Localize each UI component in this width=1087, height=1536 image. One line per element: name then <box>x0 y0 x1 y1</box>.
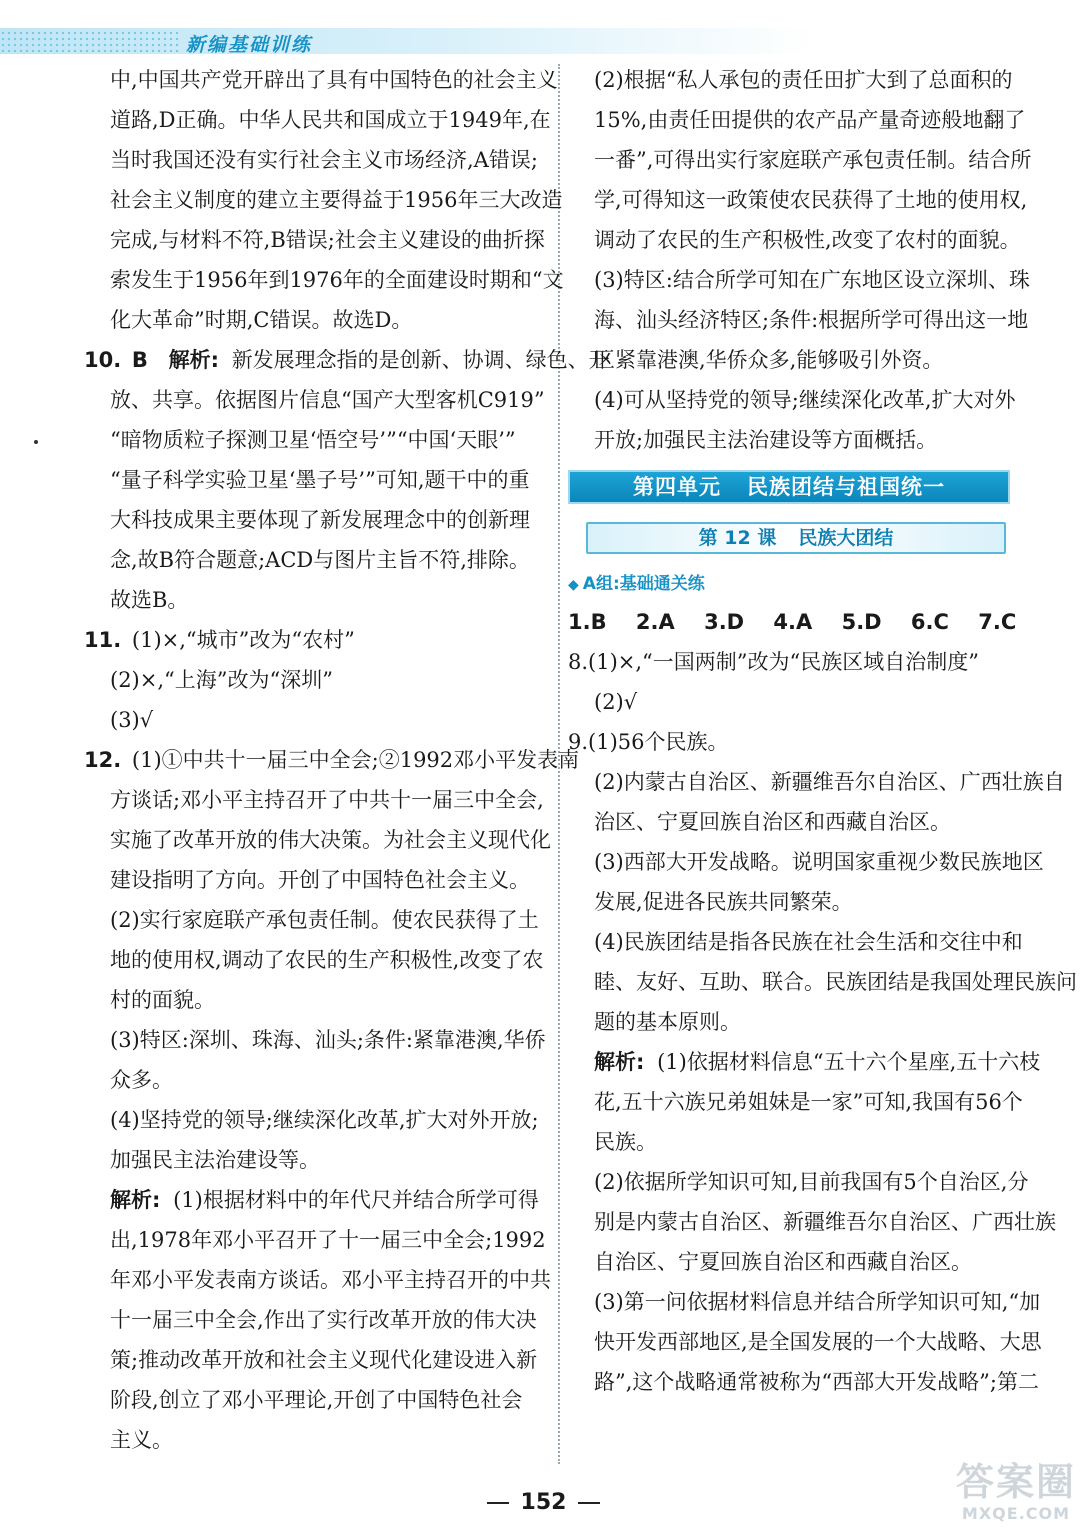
text-line: 快开发西部地区,是全国发展的一个大战略、大思 <box>594 1330 1042 1354</box>
text-line: (3)西部大开发战略。说明国家重视少数民族地区 <box>594 850 1044 874</box>
text-line: 主义。 <box>110 1428 173 1452</box>
diamond-icon: ◆ <box>568 577 579 593</box>
text-line: 策;推动改革开放和社会主义现代化建设进入新 <box>110 1348 538 1372</box>
text-line: 村的面貌。 <box>110 988 215 1012</box>
text-line: 出,1978年邓小平召开了十一届三中全会;1992 <box>110 1228 546 1252</box>
analysis-label: 解析: <box>110 1188 161 1212</box>
unit-banner <box>568 470 1010 504</box>
text-line: 别是内蒙古自治区、新疆维吾尔自治区、广西壮族 <box>594 1210 1056 1234</box>
lesson-number: 第 12 课 <box>698 527 777 549</box>
answer-letter: B <box>131 348 148 372</box>
question-number: 11. <box>84 628 122 652</box>
question-number: 10. <box>84 348 122 372</box>
text-line: 睦、友好、互助、联合。民族团结是我国处理民族问 <box>594 970 1077 994</box>
text-line: 治区、宁夏回族自治区和西藏自治区。 <box>594 810 951 834</box>
answer-item: 2.A <box>635 610 675 634</box>
text-line: 15%,由责任田提供的农产品产量奇迹般地翻了 <box>594 108 1026 132</box>
text-line: 建设指明了方向。开创了中国特色社会主义。 <box>110 868 530 892</box>
header-band <box>0 28 1087 54</box>
question-8 <box>568 642 1018 722</box>
answer-item: 3.D <box>704 610 745 634</box>
text-line: (3)第一问依据材料信息并结合所学知识可知,“加 <box>594 1290 1041 1314</box>
lesson-name: 民族大团结 <box>798 527 894 549</box>
answer-item: 6.C <box>910 610 949 634</box>
text-line: 新发展理念指的是创新、协调、绿色、开 <box>231 348 610 372</box>
margin-dot <box>34 440 38 444</box>
text-line: (1)根据材料中的年代尺并结合所学可得 <box>173 1188 539 1212</box>
text-line: 念,故B符合题意;ACD与图片主旨不符,排除。 <box>110 548 530 572</box>
answer-item: 1.B <box>568 610 607 634</box>
text-line: (3)√ <box>110 708 154 732</box>
text-line: (1)×,“城市”改为“农村” <box>131 628 355 652</box>
text-line: 题的基本原则。 <box>594 1010 741 1034</box>
text-line: (1)依据材料信息“五十六个星座,五十六枝 <box>657 1050 1041 1074</box>
text-line: 调动了农民的生产积极性,改变了农村的面貌。 <box>594 228 1021 252</box>
text-line: (3)特区:结合所学可知在广东地区设立深圳、珠 <box>594 268 1030 292</box>
text-line: (2)实行家庭联产承包责任制。使农民获得了土 <box>110 908 539 932</box>
unit-number: 第四单元 <box>633 475 721 499</box>
question-11 <box>84 620 546 740</box>
text-line: 发展,促进各民族共同繁荣。 <box>594 890 853 914</box>
text-line: 完成,与材料不符,B错误;社会主义建设的曲折探 <box>110 228 545 252</box>
question-9 <box>568 722 1077 1402</box>
text-line: “量子科学实验卫星‘墨子号’”可知,题干中的重 <box>110 468 530 492</box>
answer-item: 4.A <box>773 610 813 634</box>
text-line: 社会主义制度的建立主要得益于1956年三大改造 <box>110 188 563 212</box>
text-line: 众多。 <box>110 1068 173 1092</box>
text-line: 开放;加强民主法治建设等方面概括。 <box>594 428 938 452</box>
analysis-label: 解析: <box>168 348 219 372</box>
continued-answer-block <box>568 60 1032 460</box>
text-line: (4)可从坚持党的领导;继续深化改革,扩大对外 <box>594 388 1016 412</box>
group-heading <box>568 566 1018 602</box>
text-line: “暗物质粒子探测卫星‘悟空号’”“中国‘天眼’” <box>110 428 516 452</box>
text-line: 地的使用权,调动了农民的生产积极性,改变了农 <box>110 948 544 972</box>
text-line: (2)√ <box>594 690 638 714</box>
text-line: 自治区、宁夏回族自治区和西藏自治区。 <box>594 1250 972 1274</box>
text-line: 大科技成果主要体现了新发展理念中的创新理 <box>110 508 530 532</box>
text-line: 故选B。 <box>110 588 189 612</box>
lesson-banner <box>586 522 1006 554</box>
text-line: 当时我国还没有实行社会主义市场经济,A错误; <box>110 148 538 172</box>
text-line: (2)依据所学知识可知,目前我国有5个自治区,分 <box>594 1170 1029 1194</box>
watermark-logo: 答案圈 MXQE.COM <box>955 1460 1076 1523</box>
question-12 <box>84 740 580 1460</box>
intro-block <box>84 60 564 340</box>
text-line: 海、汕头经济特区;条件:根据所学可得出这一地 <box>594 308 1029 332</box>
text-line: 区紧靠港澳,华侨众多,能够吸引外资。 <box>594 348 944 372</box>
text-line: 十一届三中全会,作出了实行改革开放的伟大决 <box>110 1308 537 1332</box>
text-line: 索发生于1956年到1976年的全面建设时期和“文 <box>110 268 564 292</box>
text-line: 化大革命”时期,C错误。故选D。 <box>110 308 413 332</box>
text-line: (4)坚持党的领导;继续深化改革,扩大对外开放; <box>110 1108 539 1132</box>
text-line: (1)①中共十一届三中全会;②1992邓小平发表南 <box>131 748 580 772</box>
group-label: A组:基础通关练 <box>582 574 705 594</box>
text-line: 加强民主法治建设等。 <box>110 1148 320 1172</box>
text-line: (2)根据“私人承包的责任田扩大到了总面积的 <box>594 68 1013 92</box>
question-number: 12. <box>84 748 122 772</box>
answer-item: 5.D <box>841 610 882 634</box>
analysis-label: 解析: <box>594 1050 645 1074</box>
answer-row <box>568 602 1018 642</box>
text-line: 阶段,创立了邓小平理论,开创了中国特色社会 <box>110 1388 523 1412</box>
text-line: 路”,这个战略通常被称为“西部大开发战略”;第二 <box>594 1370 1039 1394</box>
text-line: 民族。 <box>594 1130 657 1154</box>
question-10 <box>84 340 610 620</box>
text-line: (3)特区:深圳、珠海、汕头;条件:紧靠港澳,华侨 <box>110 1028 546 1052</box>
text-line: 实施了改革开放的伟大决策。为社会主义现代化 <box>110 828 551 852</box>
answer-item: 7.C <box>978 610 1017 634</box>
right-column <box>568 60 1077 1402</box>
text-line: 9.(1)56个民族。 <box>568 730 729 754</box>
text-line: (2)内蒙古自治区、新疆维吾尔自治区、广西壮族自 <box>594 770 1065 794</box>
text-line: 道路,D正确。中华人民共和国成立于1949年,在 <box>110 108 551 132</box>
text-line: 中,中国共产党开辟出了具有中国特色的社会主义 <box>110 68 558 92</box>
text-line: 放、共享。依据图片信息“国产大型客机C919” <box>110 388 545 412</box>
header-title: 新编基础训练 <box>186 34 313 56</box>
page-number: 152 <box>0 1490 1087 1515</box>
text-line: 一番”,可得出实行家庭联产承包责任制。结合所 <box>594 148 1032 172</box>
text-line: 方谈话;邓小平主持召开了中共十一届三中全会, <box>110 788 544 812</box>
unit-name: 民族团结与祖国统一 <box>747 475 945 499</box>
text-line: 年邓小平发表南方谈话。邓小平主持召开的中共 <box>110 1268 551 1292</box>
text-line: 学,可得知这一政策使农民获得了土地的使用权, <box>594 188 1028 212</box>
text-line: (4)民族团结是指各民族在社会生活和交往中和 <box>594 930 1023 954</box>
text-line: 8.(1)×,“一国两制”改为“民族区域自治制度” <box>568 650 979 674</box>
text-line: 花,五十六族兄弟姐妹是一家”可知,我国有56个 <box>594 1090 1023 1114</box>
text-line: (2)×,“上海”改为“深圳” <box>110 668 333 692</box>
